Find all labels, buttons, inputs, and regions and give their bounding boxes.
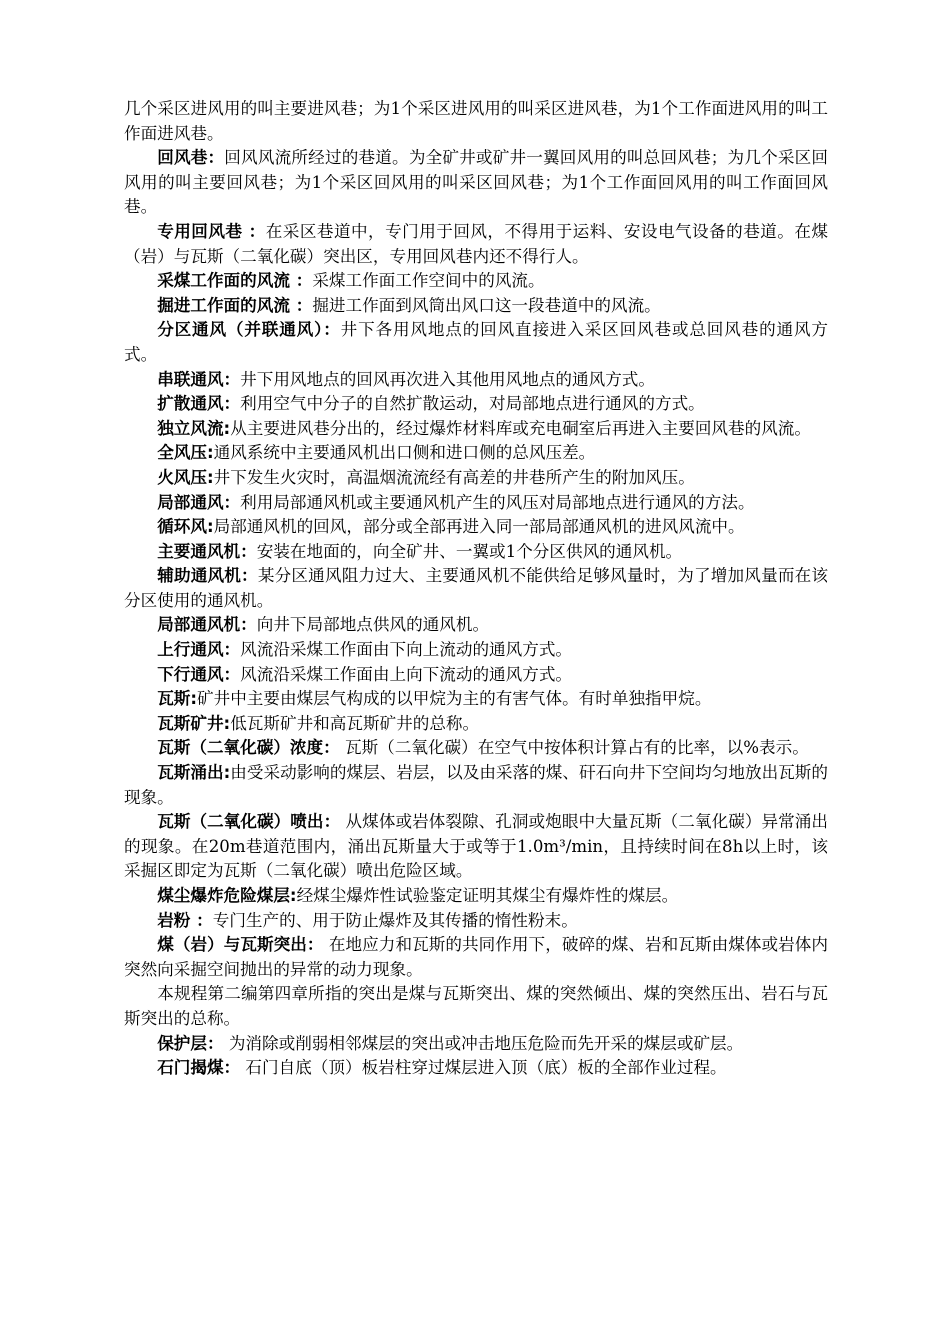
term-label: 局部通风机：	[157, 615, 257, 635]
term-label: 下行通风：	[157, 664, 241, 684]
term-label: 辅助通风机：	[157, 566, 258, 586]
definition-text: 回风风流所经过的巷道。为全矿井或矿井一翼回风用的叫总回风巷；为几个采区回风用的叫主要回风巷；为1个采区回风用的叫采区回风巷；为1个工作面回风用的叫工作面回风巷。	[124, 148, 829, 217]
term-label: 石门揭煤：	[157, 1058, 241, 1078]
paragraph-crosscut-uncovering	[124, 1056, 828, 1081]
definition-text: 瓦斯（二氧化碳）在空气中按体积计算占有的比率，以%表示。	[339, 738, 809, 758]
paragraph-heading-face-airflow	[124, 294, 828, 319]
paragraph-dust-explosive-seam	[124, 884, 828, 909]
definition-text: 某分区通风阻力过大、主要通风机不能供给足够风量时，为了增加风量而在该分区使用的通风机。	[124, 566, 829, 610]
term-label: 专用回风巷 ：	[157, 221, 266, 241]
definition-text: 在采区巷道中，专门用于回风，不得用于运料、安设电气设备的巷道。在煤（岩）与瓦斯（二氧化碳）突出区，专用回风巷内还不得行人。	[124, 221, 829, 266]
paragraph-recirculation	[124, 515, 828, 540]
term-label: 主要通风机：	[157, 541, 257, 561]
paragraph-local-fan	[124, 613, 828, 638]
paragraph-outburst	[124, 933, 828, 982]
definition-text: 本规程第二编第四章所指的突出是煤与瓦斯突出、煤的突然倾出、煤的突然压出、岩石与瓦斯突出的总称。	[124, 984, 828, 1028]
definition-text: 低瓦斯矿井和高瓦斯矿井的总称。	[230, 713, 480, 733]
definition-text: 利用局部通风机或主要通风机产生的风压对局部地点进行通风的方法。	[240, 492, 755, 512]
paragraph-ascensional-ventilation	[124, 638, 828, 663]
term-label: 扩散通风：	[157, 394, 241, 414]
term-label: 全风压:	[157, 443, 214, 463]
definition-text: 风流沿采煤工作面由上向下流动的通风方式。	[240, 664, 573, 684]
paragraph-rock-dust	[124, 909, 828, 934]
paragraph-gas-concentration	[124, 736, 828, 761]
paragraph-return-airway	[124, 146, 828, 220]
term-label: 回风巷：	[157, 148, 225, 168]
paragraph-intake-airway-cont	[124, 97, 828, 146]
term-label: 保护层：	[157, 1033, 224, 1053]
term-label: 煤尘爆炸危险煤层:	[157, 886, 297, 905]
definition-text: 掘进工作面到风筒出风口这一段巷道中的风流。	[312, 295, 661, 315]
term-label: 分区通风（并联通风）：	[157, 320, 341, 340]
term-label: 采煤工作面的风流 ：	[157, 271, 313, 291]
term-label: 串联通风：	[157, 369, 241, 389]
definition-text: 经煤尘爆炸性试验鉴定证明其煤尘有爆炸性的煤层。	[296, 886, 679, 905]
term-label: 瓦斯矿井:	[157, 713, 231, 733]
paragraph-diffusion-ventilation	[124, 392, 828, 417]
paragraph-gas-emission	[124, 761, 828, 810]
paragraph-local-ventilation	[124, 491, 828, 516]
paragraph-gas-blowout	[124, 810, 828, 884]
paragraph-total-pressure	[124, 441, 828, 466]
definition-text: 局部通风机的回风，部分或全部再进入同一部局部通风机的进风风流中。	[213, 517, 745, 537]
document-body	[124, 97, 828, 1081]
paragraph-descensional-ventilation	[124, 663, 828, 688]
paragraph-gas	[124, 687, 828, 712]
paragraph-protective-seam	[124, 1032, 828, 1057]
paragraph-series-ventilation	[124, 368, 828, 393]
term-label: 煤（岩）与瓦斯突出：	[157, 935, 324, 955]
term-label: 瓦斯（二氧化碳）喷出：	[157, 812, 341, 832]
paragraph-independent-airflow	[124, 417, 828, 442]
definition-text: 几个采区进风用的叫主要进风巷；为1个采区进风用的叫采区进风巷，为1个工作面进风用的叫工作面进风巷。	[124, 99, 828, 143]
term-label: 岩粉 ：	[157, 910, 213, 930]
paragraph-parallel-ventilation	[124, 318, 828, 367]
term-label: 瓦斯:	[157, 689, 198, 709]
definition-text: 石门自底（顶）板岩柱穿过煤层进入顶（底）板的全部作业过程。	[240, 1058, 727, 1078]
term-label: 瓦斯涌出:	[157, 763, 231, 783]
paragraph-fire-pressure	[124, 466, 828, 491]
definition-text: 为消除或削弱相邻煤层的突出或冲击地压危险而先开采的煤层或矿层。	[223, 1033, 744, 1053]
definition-text: 专门生产的、用于防止爆炸及其传播的惰性粉末。	[212, 910, 578, 930]
term-label: 独立风流:	[157, 418, 231, 438]
term-label: 火风压:	[157, 467, 214, 487]
term-label: 上行通风：	[157, 640, 241, 660]
definition-text: 风流沿采煤工作面由下向上流动的通风方式。	[240, 640, 573, 660]
term-label: 循环风:	[157, 517, 214, 537]
definition-text: 井下用风地点的回风再次进入其他用风地点的通风方式。	[240, 369, 655, 389]
definition-text: 由受采动影响的煤层、岩层，以及由采落的煤、矸石向井下空间均匀地放出瓦斯的现象。	[124, 763, 829, 807]
term-label: 局部通风：	[157, 492, 241, 512]
definition-text: 安装在地面的，向全矿井、一翼或1个分区供风的通风机。	[256, 541, 683, 561]
definition-text: 从主要进风巷分出的，经过爆炸材料库或充电硐室后再进入主要回风巷的风流。	[230, 418, 811, 438]
definition-text: 向井下局部地点供风的通风机。	[256, 615, 490, 635]
definition-text: 利用空气中分子的自然扩散运动，对局部地点进行通风的方式。	[240, 394, 705, 414]
paragraph-coal-face-airflow	[124, 269, 828, 294]
paragraph-gassy-mine	[124, 712, 828, 737]
term-label: 瓦斯（二氧化碳）浓度：	[157, 738, 340, 758]
definition-text: 井下各用风地点的回风直接进入采区回风巷或总回风巷的通风方式。	[124, 320, 828, 364]
paragraph-auxiliary-fan	[124, 564, 828, 613]
paragraph-outburst-scope	[124, 982, 828, 1031]
definition-text: 在地应力和瓦斯的共同作用下，破碎的煤、岩和瓦斯由煤体或岩体内突然向采掘空间抛出的异常的动力现象。	[124, 935, 828, 979]
paragraph-dedicated-return-airway	[124, 220, 828, 269]
paragraph-main-fan	[124, 540, 828, 565]
definition-text: 通风系统中主要通风机出口侧和进口侧的总风压差。	[213, 443, 596, 463]
definition-text: 矿井中主要由煤层气构成的以甲烷为主的有害气体。有时单独指甲烷。	[197, 689, 712, 709]
term-label: 掘进工作面的风流 ：	[157, 295, 313, 315]
definition-text: 从煤体或岩体裂隙、孔洞或炮眼中大量瓦斯（二氧化碳）异常涌出的现象。在20m巷道范围内，涌出瓦斯量大于或等于1.0m³/min，且持续时间在8h以上时，该采掘区即定为瓦斯（二氧化碳）喷出危险区域。	[124, 812, 829, 881]
definition-text: 采煤工作面工作空间中的风流。	[312, 271, 545, 291]
definition-text: 井下发生火灾时，高温烟流流经有高差的井巷所产生的附加风压。	[213, 467, 695, 487]
